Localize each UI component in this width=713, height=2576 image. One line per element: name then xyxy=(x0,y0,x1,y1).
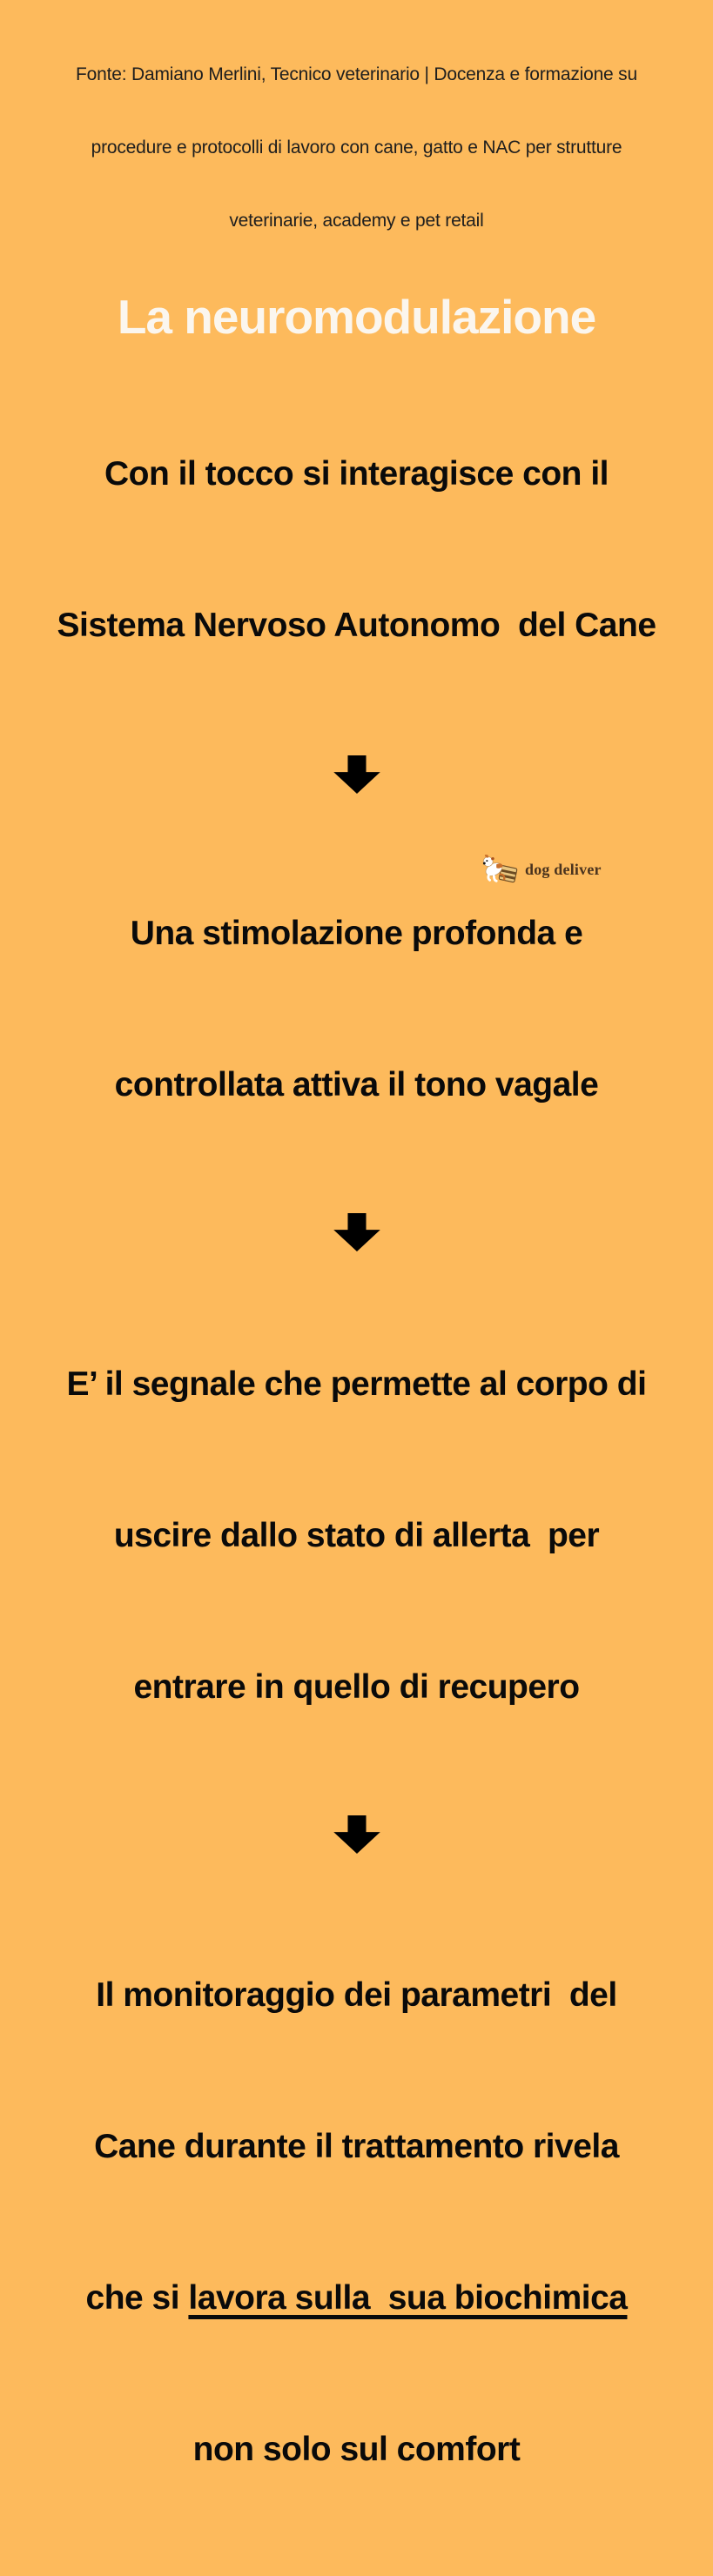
down-arrow-icon xyxy=(0,1213,713,1251)
dog-with-package-icon xyxy=(481,853,519,886)
step-line: Cane durante il trattamento rivela xyxy=(94,2128,619,2165)
step-line xyxy=(0,2273,713,2324)
step-line: controllata attiva il tono vagale xyxy=(114,1066,599,1104)
source-line-2: procedure e protocolli di lavoro con cane, gatto e NAC per strutture xyxy=(91,138,622,158)
down-arrow-icon xyxy=(0,1815,713,1854)
step-line-prefix: che si xyxy=(85,2279,189,2317)
flow-step-2 xyxy=(0,808,713,1211)
down-arrow-icon xyxy=(0,755,713,794)
step-line: Una stimolazione profonda e xyxy=(130,915,583,952)
step-line: entrare in quello di recupero xyxy=(133,1668,580,1706)
dog-deliver-logo xyxy=(481,853,602,886)
flow-step-3 xyxy=(0,1258,713,1814)
step-line: E’ il segnale che permette al corpo di xyxy=(66,1365,647,1403)
step-line: uscire dallo stato di allerta per xyxy=(113,1517,600,1554)
step-line: non solo sul comfort xyxy=(192,2431,521,2468)
logo-text: dog deliver xyxy=(525,861,602,878)
flow-step-4 xyxy=(0,1869,713,2576)
page-title: La neuromodulazione xyxy=(117,290,596,344)
flow-step-1 xyxy=(0,348,713,752)
source-attribution xyxy=(0,0,713,282)
underlined-phrase: lavora sulla sua biochimica xyxy=(188,2279,628,2317)
source-line-1: Fonte: Damiano Merlini, Tecnico veterinario | Docenza e formazione su xyxy=(76,64,637,84)
step-line: Con il tocco si interagisce con il xyxy=(104,455,609,493)
source-line-3: veterinarie, academy e pet retail xyxy=(229,211,484,231)
step-line: Sistema Nervoso Autonomo del Cane xyxy=(57,607,656,644)
step-line: Il monitoraggio dei parametri del xyxy=(96,1976,617,2014)
